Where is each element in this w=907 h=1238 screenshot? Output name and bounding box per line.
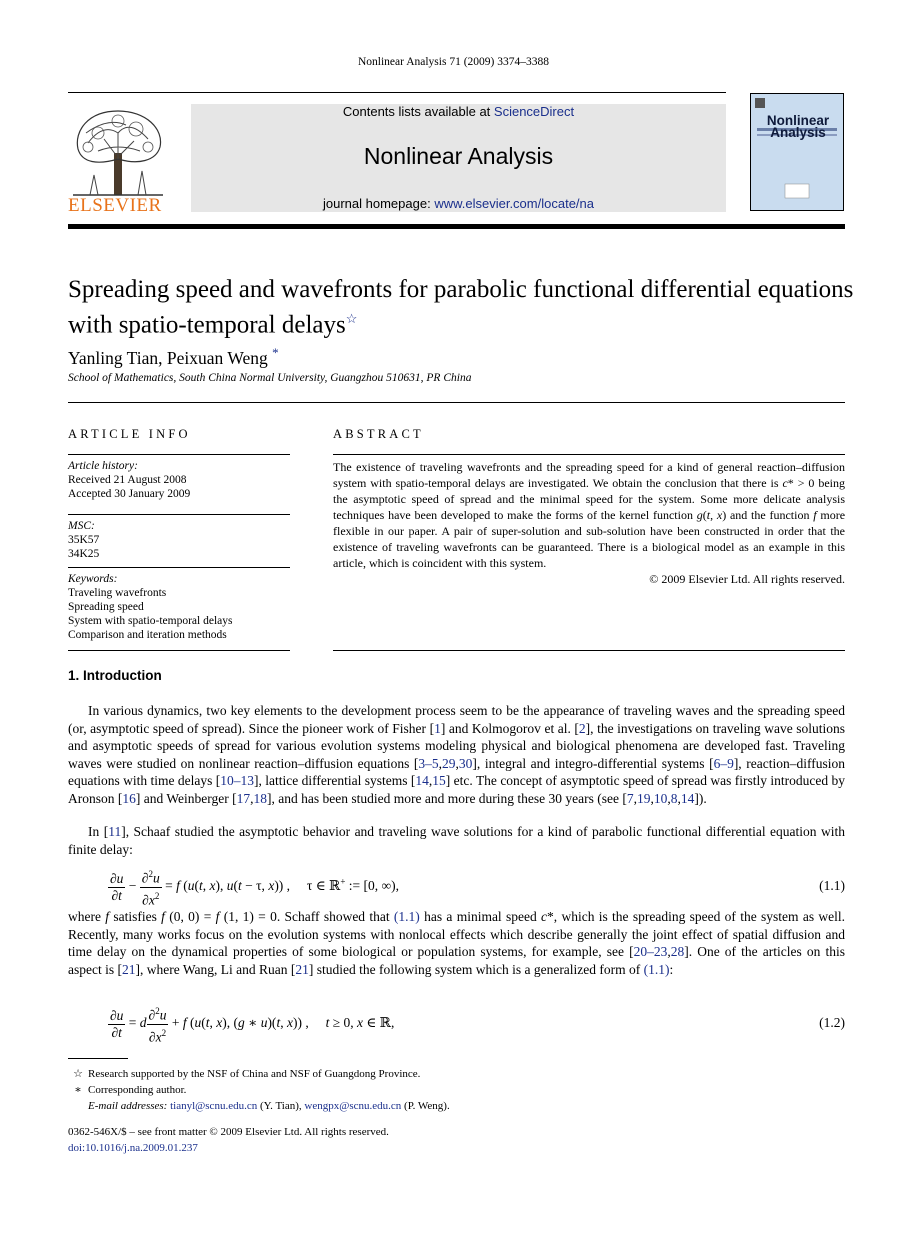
cover-journal-title: Nonlinear Analysis <box>766 113 830 140</box>
affiliation: School of Mathematics, South China Normal University, Guangzhou 510631, PR China <box>68 372 472 384</box>
abstract-text: The existence of traveling wavefronts and the spreading speed for a kind of general reaction–diffusion system with spatio-temporal delays are investigated. We obtain the conclusion that there is c* > 0 being the asymptotic speed of spread and the minimal speed for the system. Some more delicate analysis techniques have been developed to make the forms of the kernel function g(t, x) and the function f more flexible in our paper. A pair of super-solution and sub-solution have been constructed in order that the existence of traveling wavefronts can be guaranteed. There is a biological model as an example in this article, which is coincident with this system. © 2009 Elsevier Ltd. All rights reserved. <box>333 460 846 586</box>
title-rule <box>68 402 845 403</box>
journal-title: Nonlinear Analysis <box>363 143 554 169</box>
header-thick-rule <box>68 224 845 229</box>
keyword: System with spatio-temporal delays <box>68 615 233 627</box>
info-rule <box>68 567 290 568</box>
journal-reference: Nonlinear Analysis 71 (2009) 3374–3388 <box>357 56 549 68</box>
doi-link[interactable]: doi:10.1016/j.na.2009.01.237 <box>68 1142 198 1154</box>
homepage-link[interactable]: www.elsevier.com/locate/na <box>434 196 594 211</box>
homepage-line: journal homepage: www.elsevier.com/locate/na <box>323 196 594 211</box>
article-info-heading: ARTICLE INFO <box>68 427 191 441</box>
header-rule <box>68 92 726 93</box>
intro-paragraph-2: In [11], Schaaf studied the asymptotic behavior and traveling wave solutions for a kind of parabolic functional differential equation with finite delay: <box>68 824 846 857</box>
keywords-block: Keywords: Traveling wavefronts Spreading speed System with spatio-temporal delays Comparison and iteration methods <box>68 572 290 642</box>
received-date: Received 21 August 2008 <box>68 474 187 486</box>
issn-line: 0362-546X/$ – see front matter © 2009 Elsevier Ltd. All rights reserved. <box>68 1126 389 1138</box>
authors: Yanling Tian, Peixuan Weng * <box>68 345 279 368</box>
corresponding-mark[interactable]: * <box>272 345 279 360</box>
intro-paragraph-1: In various dynamics, two key elements to the development process seem to be the appearance of traveling waves and the spreading speed (or, asymptotic speed of spread). Since the pioneer work of Fisher [1] and Kolmogorov et al. [2], the investigations on traveling wave solutions and asymptotic speeds of spread for various evolution systems modeling physical and biological phenomena are developed fast. Traveling waves were studied on nonlinear reaction–diffusion equations [3–5,29,30], integral and integro-differential systems [6–9], reaction–diffusion equations with time delays [10–13], lattice differential systems [14,15] etc. The concept of asymptotic speed of spread was firstly introduced by Aronson [16] and Weinberger [17,18], and has been studied more and more during these 30 years (see [7,19,10,8,14]). <box>68 703 845 806</box>
keyword: Comparison and iteration methods <box>68 629 227 641</box>
email-link[interactable]: tianyl@scnu.edu.cn <box>170 1100 258 1112</box>
section-heading: 1. Introduction <box>68 668 162 683</box>
title-footnote-mark[interactable]: ☆ <box>345 311 358 326</box>
journal-cover <box>750 93 844 211</box>
info-rule <box>68 514 290 515</box>
equation-1-2: $\frac{\partial u}{\partial t}$ = d $\frac{\partial^2u}{\partial x^2}$ + f (u(t, x), (g ∗ u)(t, x)) , t ≥ 0, x ∈ ℝ, (1.2) <box>68 1003 845 1043</box>
copyright: © 2009 Elsevier Ltd. All rights reserved. <box>649 572 845 586</box>
equation-1-1: $\frac{\partial u}{\partial t}$ − $\frac{\partial^2u}{\partial x^2}$ = f (u(t, x), u(t − τ, x)) , τ ∈ ℝ+ := [0, ∞), (1.1) <box>68 866 845 906</box>
elsevier-wordmark: ELSEVIER <box>68 195 162 216</box>
article-history: Article history: Received 21 August 2008 Accepted 30 January 2009 <box>68 459 290 501</box>
elsevier-tree-logo <box>68 103 168 199</box>
accepted-date: Accepted 30 January 2009 <box>68 488 191 500</box>
keyword: Spreading speed <box>68 601 144 613</box>
email-link[interactable]: wengpx@scnu.edu.cn <box>304 1100 402 1112</box>
keyword: Traveling wavefronts <box>68 587 167 599</box>
abstract-heading: ABSTRACT <box>333 427 424 441</box>
footnote-rule <box>68 1058 128 1059</box>
sciencedirect-link[interactable]: ScienceDirect <box>493 104 575 119</box>
abstract-rule <box>333 454 845 455</box>
msc-block: MSC: 35K57 34K25 <box>68 520 100 560</box>
info-rule <box>68 454 290 455</box>
footnotes: ☆ Research supported by the NSF of China and NSF of Guangdong Province. ∗ Corresponding author. E-mail addresses: tianyl@scnu.edu.cn (Y. Tian), wengpx@scnu.edu.cn (P. Weng). <box>73 1068 450 1112</box>
info-rule <box>68 650 290 651</box>
article-title: Spreading speed and wavefronts for parabolic functional differential equations with spatio-temporal delays☆ <box>68 276 854 339</box>
abstract-rule <box>333 650 845 651</box>
contents-line: Contents lists available at ScienceDirect <box>342 104 575 119</box>
intro-paragraph-3: where f satisfies f (0, 0) = f (1, 1) = 0. Schaff showed that (1.1) has a minimal speed c*, which is the spreading speed of the system as well. Recently, many works focus on the evolution systems with nonlocal effects which describe generally the joint effect of spatial diffusion and time delay on the dynamical properties of some biological or population systems, for example, see [20–23,28]. One of the articles on this aspect is [21], where Wang, Li and Ruan [21] studied the following system which is a generalized form of (1.1): <box>68 909 845 977</box>
